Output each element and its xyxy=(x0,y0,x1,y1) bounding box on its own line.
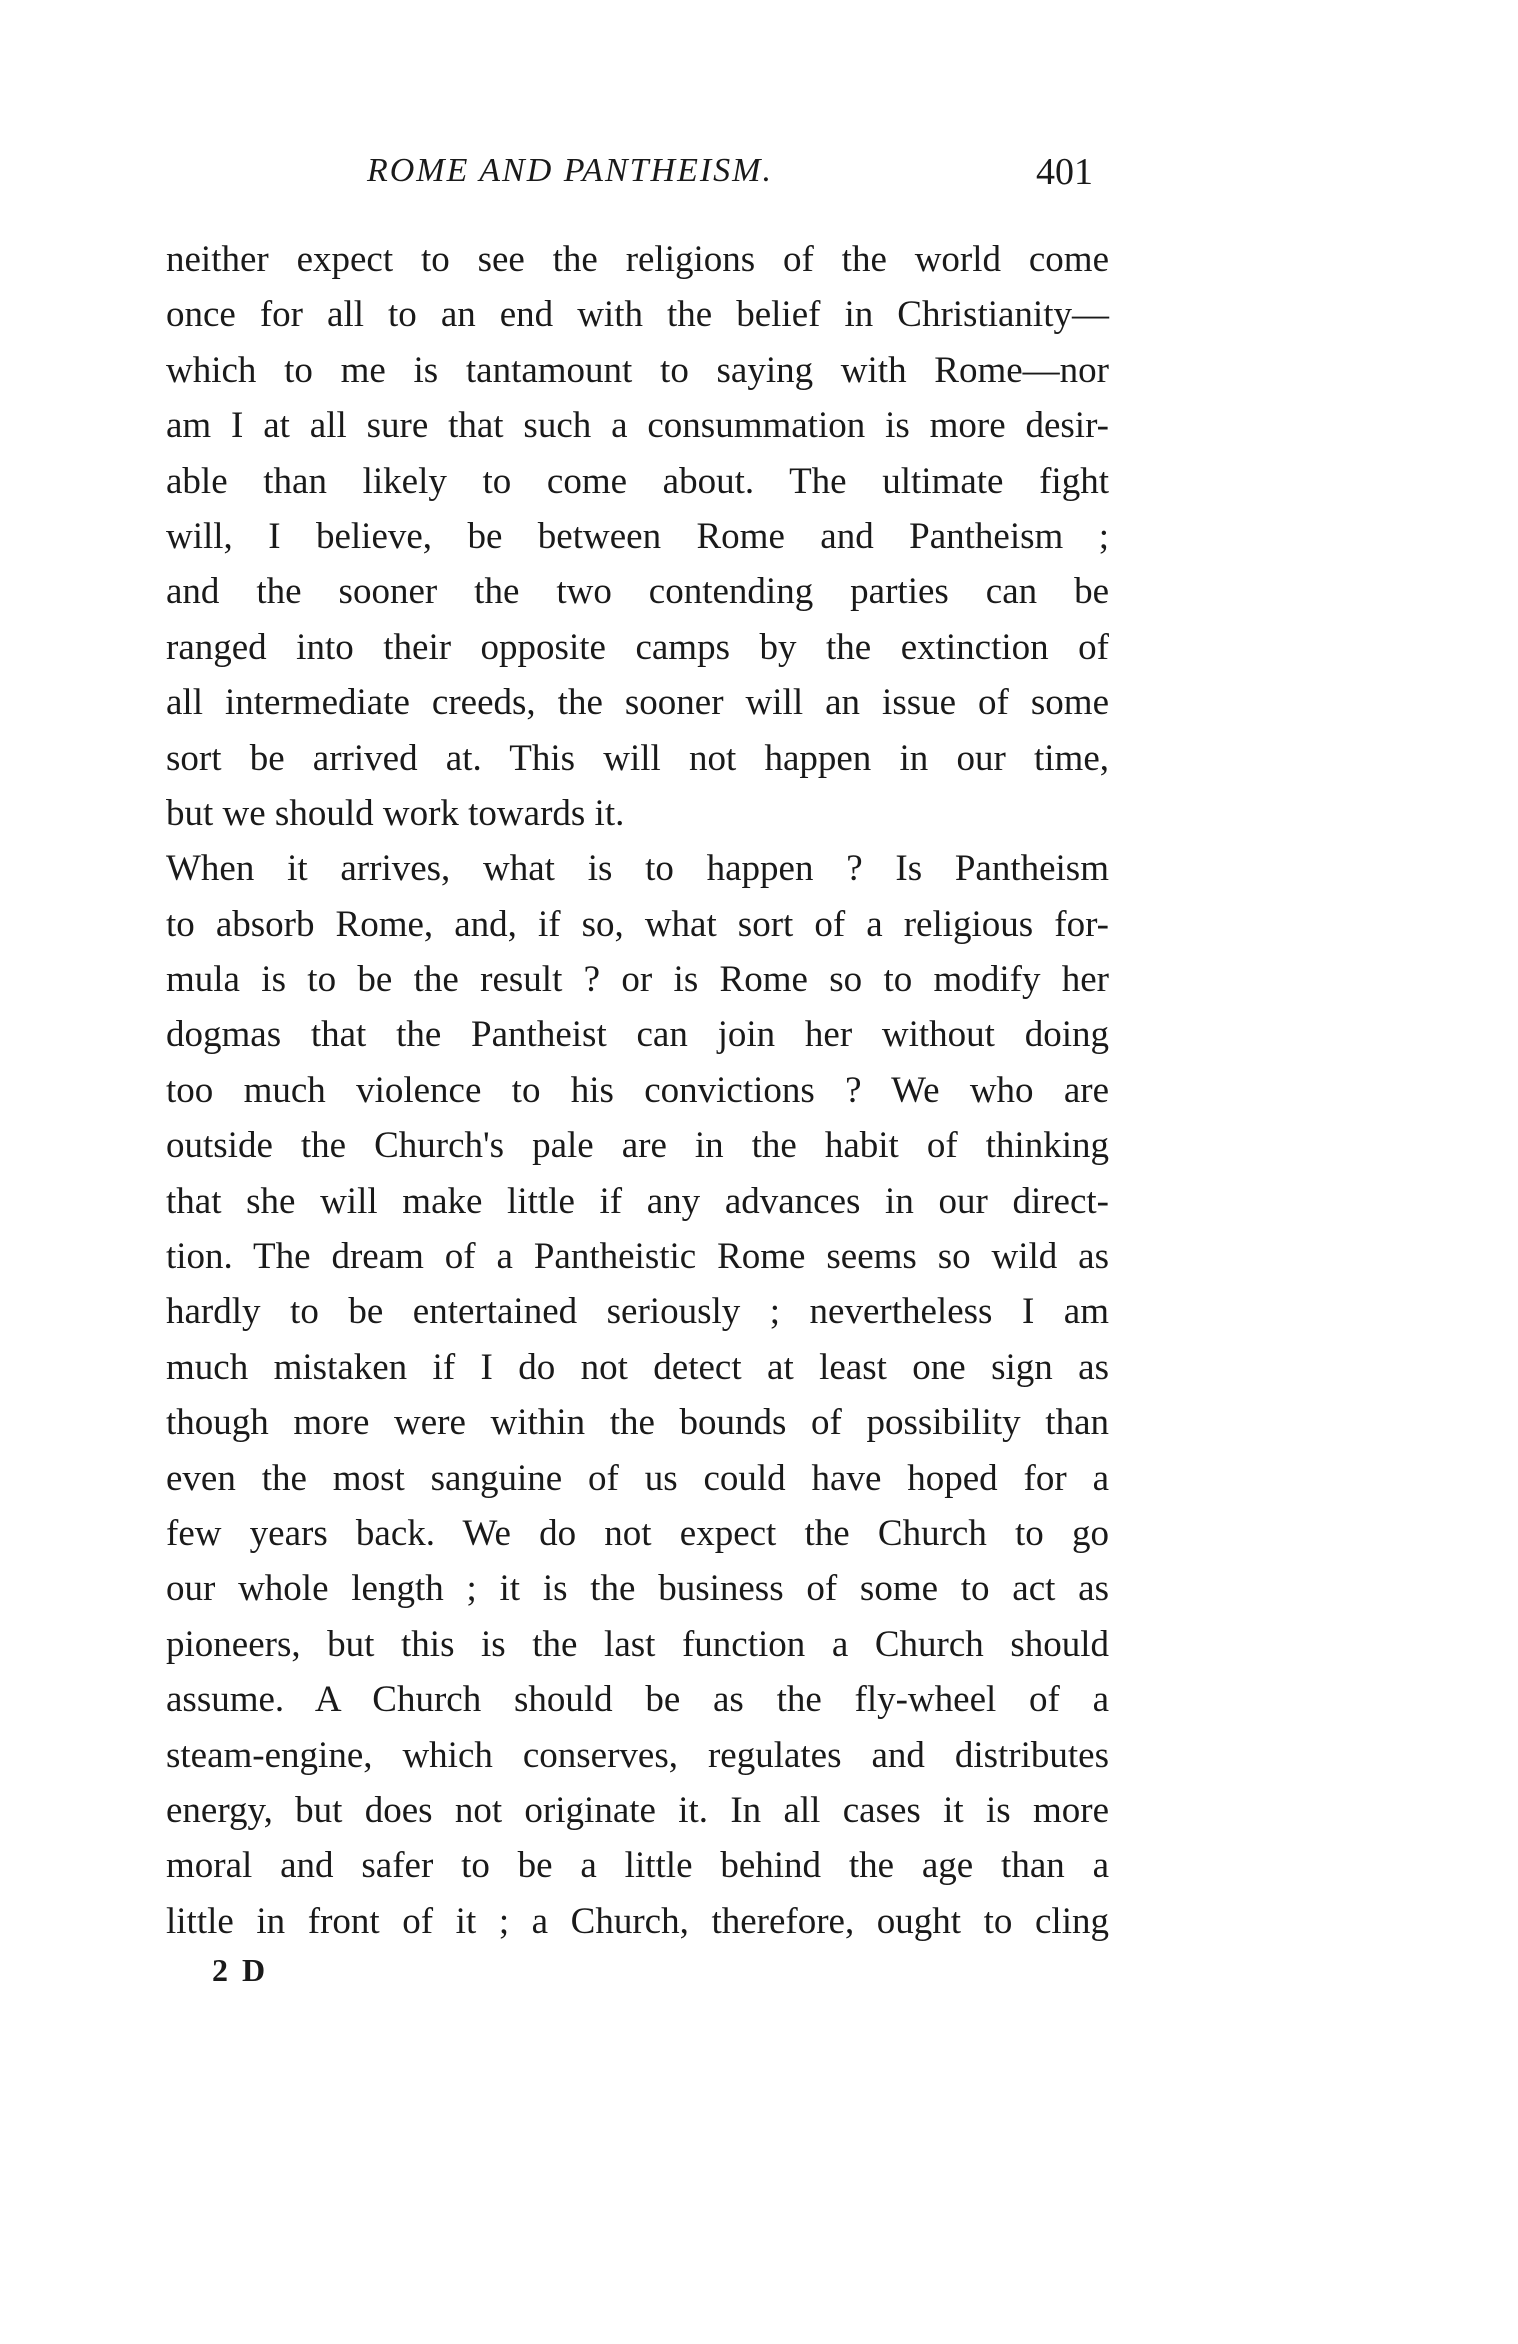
text-line: neither expect to see the religions of the world come xyxy=(166,239,1109,280)
text-line: mula is to be the result ? or is Rome so to modify her xyxy=(166,959,1109,1001)
signature-mark: 2 D xyxy=(212,1952,269,1988)
text-line: even the most sanguine of us could have hoped for a xyxy=(166,1457,1109,1499)
text-line: able than likely to come about. The ultimate fight xyxy=(166,460,1109,502)
text-line: little in front of it ; a Church, therefore, ought to cling xyxy=(166,1900,1109,1942)
text-line: When it arrives, what is to happen ? Is Pantheism xyxy=(166,848,1109,890)
text-line: once for all to an end with the belief in Christianity— xyxy=(166,294,1109,336)
text-line: our whole length ; it is the business of some to act as xyxy=(166,1568,1109,1610)
text-line: to absorb Rome, and, if so, what sort of a religious for- xyxy=(166,903,1109,945)
text-line: energy, but does not originate it. In all cases it is more xyxy=(166,1789,1109,1831)
text-line: but we should work towards it. xyxy=(166,792,625,834)
text-line: hardly to be entertained seriously ; nevertheless I am xyxy=(166,1291,1109,1333)
text-line: tion. The dream of a Pantheistic Rome seems so wild as xyxy=(166,1236,1109,1278)
running-header: ROME AND PANTHEISM. xyxy=(366,152,773,189)
text-line: few years back. We do not expect the Church to go xyxy=(166,1512,1109,1554)
text-line: though more were within the bounds of possibility than xyxy=(166,1402,1109,1444)
text-line: dogmas that the Pantheist can join her without doing xyxy=(166,1014,1109,1056)
text-line: will, I believe, be between Rome and Pantheism ; xyxy=(166,515,1109,557)
text-line: all intermediate creeds, the sooner will an issue of some xyxy=(166,682,1109,724)
text-line: too much violence to his convictions ? We who are xyxy=(166,1069,1109,1111)
text-line: pioneers, but this is the last function a Church should xyxy=(166,1623,1109,1665)
text-line: assume. A Church should be as the fly-wheel of a xyxy=(166,1679,1109,1721)
page-number: 401 xyxy=(1036,151,1093,193)
text-line: that she will make little if any advances in our direct- xyxy=(166,1180,1109,1222)
text-line: am I at all sure that such a consummation is more desir- xyxy=(166,405,1109,447)
text-line: ranged into their opposite camps by the extinction of xyxy=(166,626,1109,668)
text-line: and the sooner the two contending parties can be xyxy=(166,571,1109,613)
text-line: steam-engine, which conserves, regulates and distributes xyxy=(166,1734,1109,1776)
text-line: outside the Church's pale are in the habit of thinking xyxy=(166,1125,1109,1167)
body-text xyxy=(166,232,1109,1949)
text-line: which to me is tantamount to saying with Rome—nor xyxy=(166,349,1109,391)
text-line: much mistaken if I do not detect at least one sign as xyxy=(166,1346,1109,1388)
text-line: moral and safer to be a little behind the age than a xyxy=(166,1845,1109,1887)
text-line: sort be arrived at. This will not happen in our time, xyxy=(166,737,1109,779)
